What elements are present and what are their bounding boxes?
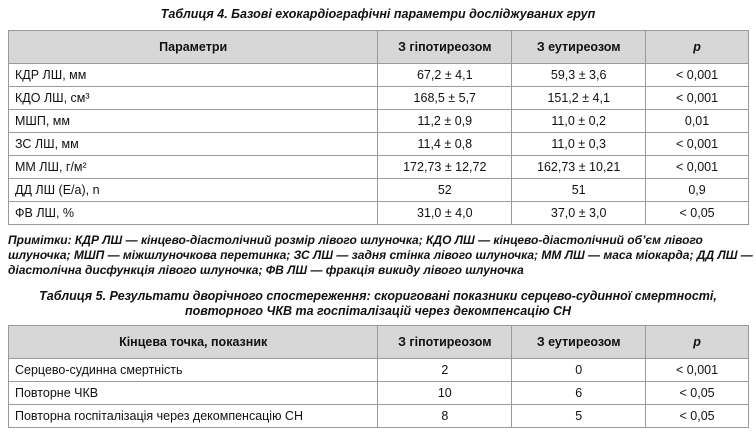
table5-header-endpoint: Кінцева точка, показник xyxy=(9,326,378,359)
table-cell-endpoint: Повторне ЧКВ xyxy=(9,382,378,405)
table-cell-hypothyroid: 11,4 ± 0,8 xyxy=(378,133,512,156)
table-cell-parameter: ФВ ЛШ, % xyxy=(9,202,378,225)
table-cell-hypothyroid: 168,5 ± 5,7 xyxy=(378,87,512,110)
table-cell-hypothyroid: 10 xyxy=(378,382,512,405)
table-row xyxy=(9,110,749,133)
table-cell-euthyroid: 11,0 ± 0,3 xyxy=(512,133,646,156)
table-cell-euthyroid: 6 xyxy=(512,382,646,405)
table-cell-hypothyroid: 8 xyxy=(378,405,512,428)
table-row xyxy=(9,179,749,202)
table4 xyxy=(8,30,749,225)
table4-header-hypothyroid: З гіпотиреозом xyxy=(378,31,512,64)
table-cell-p: 0,9 xyxy=(646,179,749,202)
table-cell-p: < 0,05 xyxy=(646,405,749,428)
table4-header-parameter: Параметри xyxy=(9,31,378,64)
table-cell-p: < 0,05 xyxy=(646,202,749,225)
table-row xyxy=(9,359,749,382)
table-cell-p: < 0,001 xyxy=(646,156,749,179)
table-cell-p: < 0,05 xyxy=(646,382,749,405)
table5-caption xyxy=(0,289,756,319)
table4-header-row xyxy=(9,31,749,64)
table-cell-euthyroid: 151,2 ± 4,1 xyxy=(512,87,646,110)
table-cell-euthyroid: 37,0 ± 3,0 xyxy=(512,202,646,225)
table-cell-hypothyroid: 67,2 ± 4,1 xyxy=(378,64,512,87)
table5-header-row xyxy=(9,326,749,359)
table4-caption: Таблиця 4. Базові ехокардіографічні параметри досліджуваних груп xyxy=(160,7,596,21)
table5-header-p: p xyxy=(646,326,749,359)
table-cell-parameter: МШП, мм xyxy=(9,110,378,133)
table-cell-endpoint: Повторна госпіталізація через декомпенсацію СН xyxy=(9,405,378,428)
table-cell-euthyroid: 51 xyxy=(512,179,646,202)
table-cell-hypothyroid: 52 xyxy=(378,179,512,202)
table-row xyxy=(9,64,749,87)
table4-notes: Примітки: КДР ЛШ — кінцево-діастолічний розмір лівого шлуночка; КДО ЛШ — кінцево-діастолічний об’єм лівого шлуночка; МШП — міжшлуночкова перетинка; ЗС ЛШ — задня стінка лівого шлуночка; ММ ЛШ — маса міокарда; ДД ЛШ — діастолічна дисфункція лівого шлуночка; ФВ ЛШ — фракція викиду лівого шлуночка xyxy=(8,233,753,277)
table-cell-hypothyroid: 11,2 ± 0,9 xyxy=(378,110,512,133)
table-row xyxy=(9,156,749,179)
table-cell-parameter: КДО ЛШ, см³ xyxy=(9,87,378,110)
table-cell-parameter: КДР ЛШ, мм xyxy=(9,64,378,87)
table-row xyxy=(9,202,749,225)
table-cell-parameter: ЗС ЛШ, мм xyxy=(9,133,378,156)
table-row xyxy=(9,382,749,405)
table-cell-hypothyroid: 31,0 ± 4,0 xyxy=(378,202,512,225)
table-cell-parameter: ДД ЛШ (Е/а), n xyxy=(9,179,378,202)
table5-caption-line2: повторного ЧКВ та госпіталізацій через декомпенсацію СН xyxy=(184,304,572,318)
table-cell-parameter: ММ ЛШ, г/м² xyxy=(9,156,378,179)
table-cell-euthyroid: 0 xyxy=(512,359,646,382)
table-cell-p: < 0,001 xyxy=(646,359,749,382)
table-row xyxy=(9,133,749,156)
table5-header-euthyroid: З еутиреозом xyxy=(512,326,646,359)
table-cell-euthyroid: 5 xyxy=(512,405,646,428)
table-cell-euthyroid: 11,0 ± 0,2 xyxy=(512,110,646,133)
table-cell-p: < 0,001 xyxy=(646,133,749,156)
table5-header-hypothyroid: З гіпотиреозом xyxy=(378,326,512,359)
table-cell-euthyroid: 59,3 ± 3,6 xyxy=(512,64,646,87)
table-cell-endpoint: Серцево-судинна смертність xyxy=(9,359,378,382)
table-cell-euthyroid: 162,73 ± 10,21 xyxy=(512,156,646,179)
table-cell-hypothyroid: 172,73 ± 12,72 xyxy=(378,156,512,179)
table4-header-euthyroid: З еутиреозом xyxy=(512,31,646,64)
table-row xyxy=(9,87,749,110)
table4-header-p: p xyxy=(646,31,749,64)
table-cell-p: < 0,001 xyxy=(646,64,749,87)
table-cell-hypothyroid: 2 xyxy=(378,359,512,382)
table5 xyxy=(8,325,749,428)
table-cell-p: 0,01 xyxy=(646,110,749,133)
table-row xyxy=(9,405,749,428)
table5-caption-line1: Таблиця 5. Результати дворічного спостереження: скориговані показники серцево-судинної смертності, xyxy=(39,289,717,303)
table-cell-p: < 0,001 xyxy=(646,87,749,110)
